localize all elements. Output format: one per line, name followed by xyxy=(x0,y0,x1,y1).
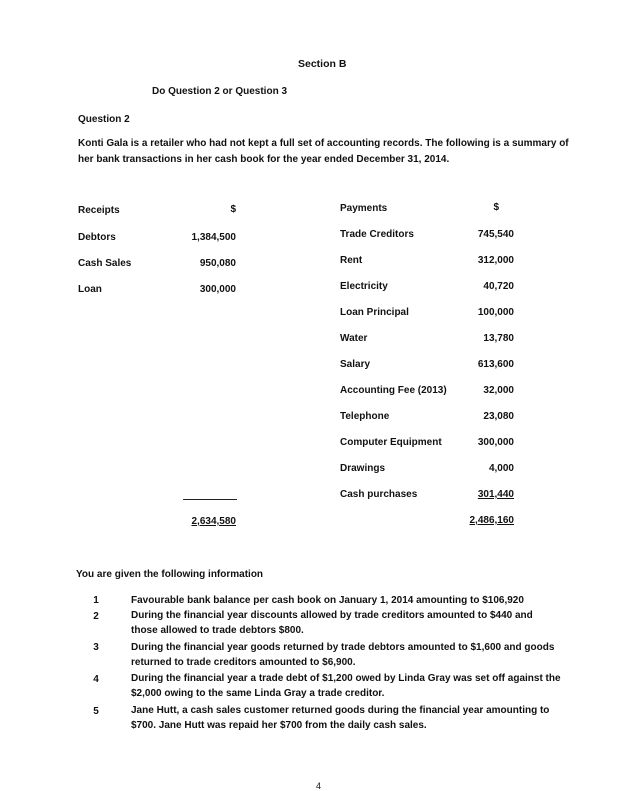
payment-amount: 32,000 xyxy=(483,385,514,396)
payment-amount: 4,000 xyxy=(488,463,514,474)
payment-label: Computer Equipment xyxy=(340,437,442,448)
payment-label: Telephone xyxy=(340,411,390,422)
note-text: During the financial year goods returned by trade debtors amounted to $1,600 and goods returned to trade creditors amounted to $6,900. xyxy=(131,642,555,668)
payment-label: Trade Creditors xyxy=(340,229,414,240)
payments-currency: $ xyxy=(493,202,499,213)
payment-label: Drawings xyxy=(340,463,386,474)
question-intro: Konti Gala is a retailer who had not kept a full set of accounting records. The following is a summary of her bank transactions in her cash book for the year ended December 31, 2014. xyxy=(78,138,569,165)
payment-label: Water xyxy=(340,333,368,344)
payment-label: Cash purchases xyxy=(340,489,418,500)
note-text: Favourable bank balance per cash book on January 1, 2014 amounting to $106,920 xyxy=(131,595,524,606)
note-number: 2 xyxy=(93,611,99,622)
payment-label: Salary xyxy=(340,359,371,370)
payment-amount: 100,000 xyxy=(477,307,514,318)
note-text: During the financial year discounts allowed by trade creditors amounted to $440 and those allowed to trade debtors $800. xyxy=(131,610,533,636)
payment-amount: 23,080 xyxy=(483,411,514,422)
note-text: Jane Hutt, a cash sales customer returned goods during the financial year amounting to $700. Jane Hutt was repaid her $700 from the daily cash sales. xyxy=(131,705,550,731)
payment-amount: 301,440 xyxy=(477,489,514,500)
payment-amount: 613,600 xyxy=(477,359,514,370)
payment-amount: 745,540 xyxy=(477,229,514,240)
payments-total: 2,486,160 xyxy=(469,515,514,526)
note-number: 1 xyxy=(93,595,99,606)
note-number: 3 xyxy=(93,642,99,653)
note-number: 4 xyxy=(93,674,99,685)
receipts-total: 2,634,580 xyxy=(191,516,236,527)
payment-label: Accounting Fee (2013) xyxy=(340,385,447,396)
note-number: 5 xyxy=(93,706,99,717)
payment-label: Electricity xyxy=(340,281,388,292)
section-title: Section B xyxy=(298,58,347,70)
payment-amount: 300,000 xyxy=(477,437,514,448)
receipt-label: Cash Sales xyxy=(78,258,132,269)
payment-label: Rent xyxy=(340,255,363,266)
receipt-label: Debtors xyxy=(78,232,116,243)
receipt-amount: 950,080 xyxy=(199,258,236,269)
receipts-total-rule xyxy=(183,499,237,500)
receipt-label: Loan xyxy=(78,284,102,295)
receipts-heading: Receipts xyxy=(78,205,120,216)
receipts-currency: $ xyxy=(230,204,236,215)
information-heading: You are given the following information xyxy=(76,569,264,580)
question-label: Question 2 xyxy=(78,114,130,125)
receipt-amount: 300,000 xyxy=(199,284,236,295)
payments-heading: Payments xyxy=(340,203,388,214)
receipt-amount: 1,384,500 xyxy=(191,232,236,243)
payment-amount: 40,720 xyxy=(483,281,514,292)
payment-amount: 13,780 xyxy=(483,333,514,344)
payment-label: Loan Principal xyxy=(340,307,409,318)
payment-amount: 312,000 xyxy=(477,255,514,266)
page-number: 4 xyxy=(316,781,322,791)
question-instruction: Do Question 2 or Question 3 xyxy=(152,86,288,97)
note-text: During the financial year a trade debt of $1,200 owed by Linda Gray was set off against the $2,000 owing to the same Linda Gray a trade creditor. xyxy=(131,673,561,699)
